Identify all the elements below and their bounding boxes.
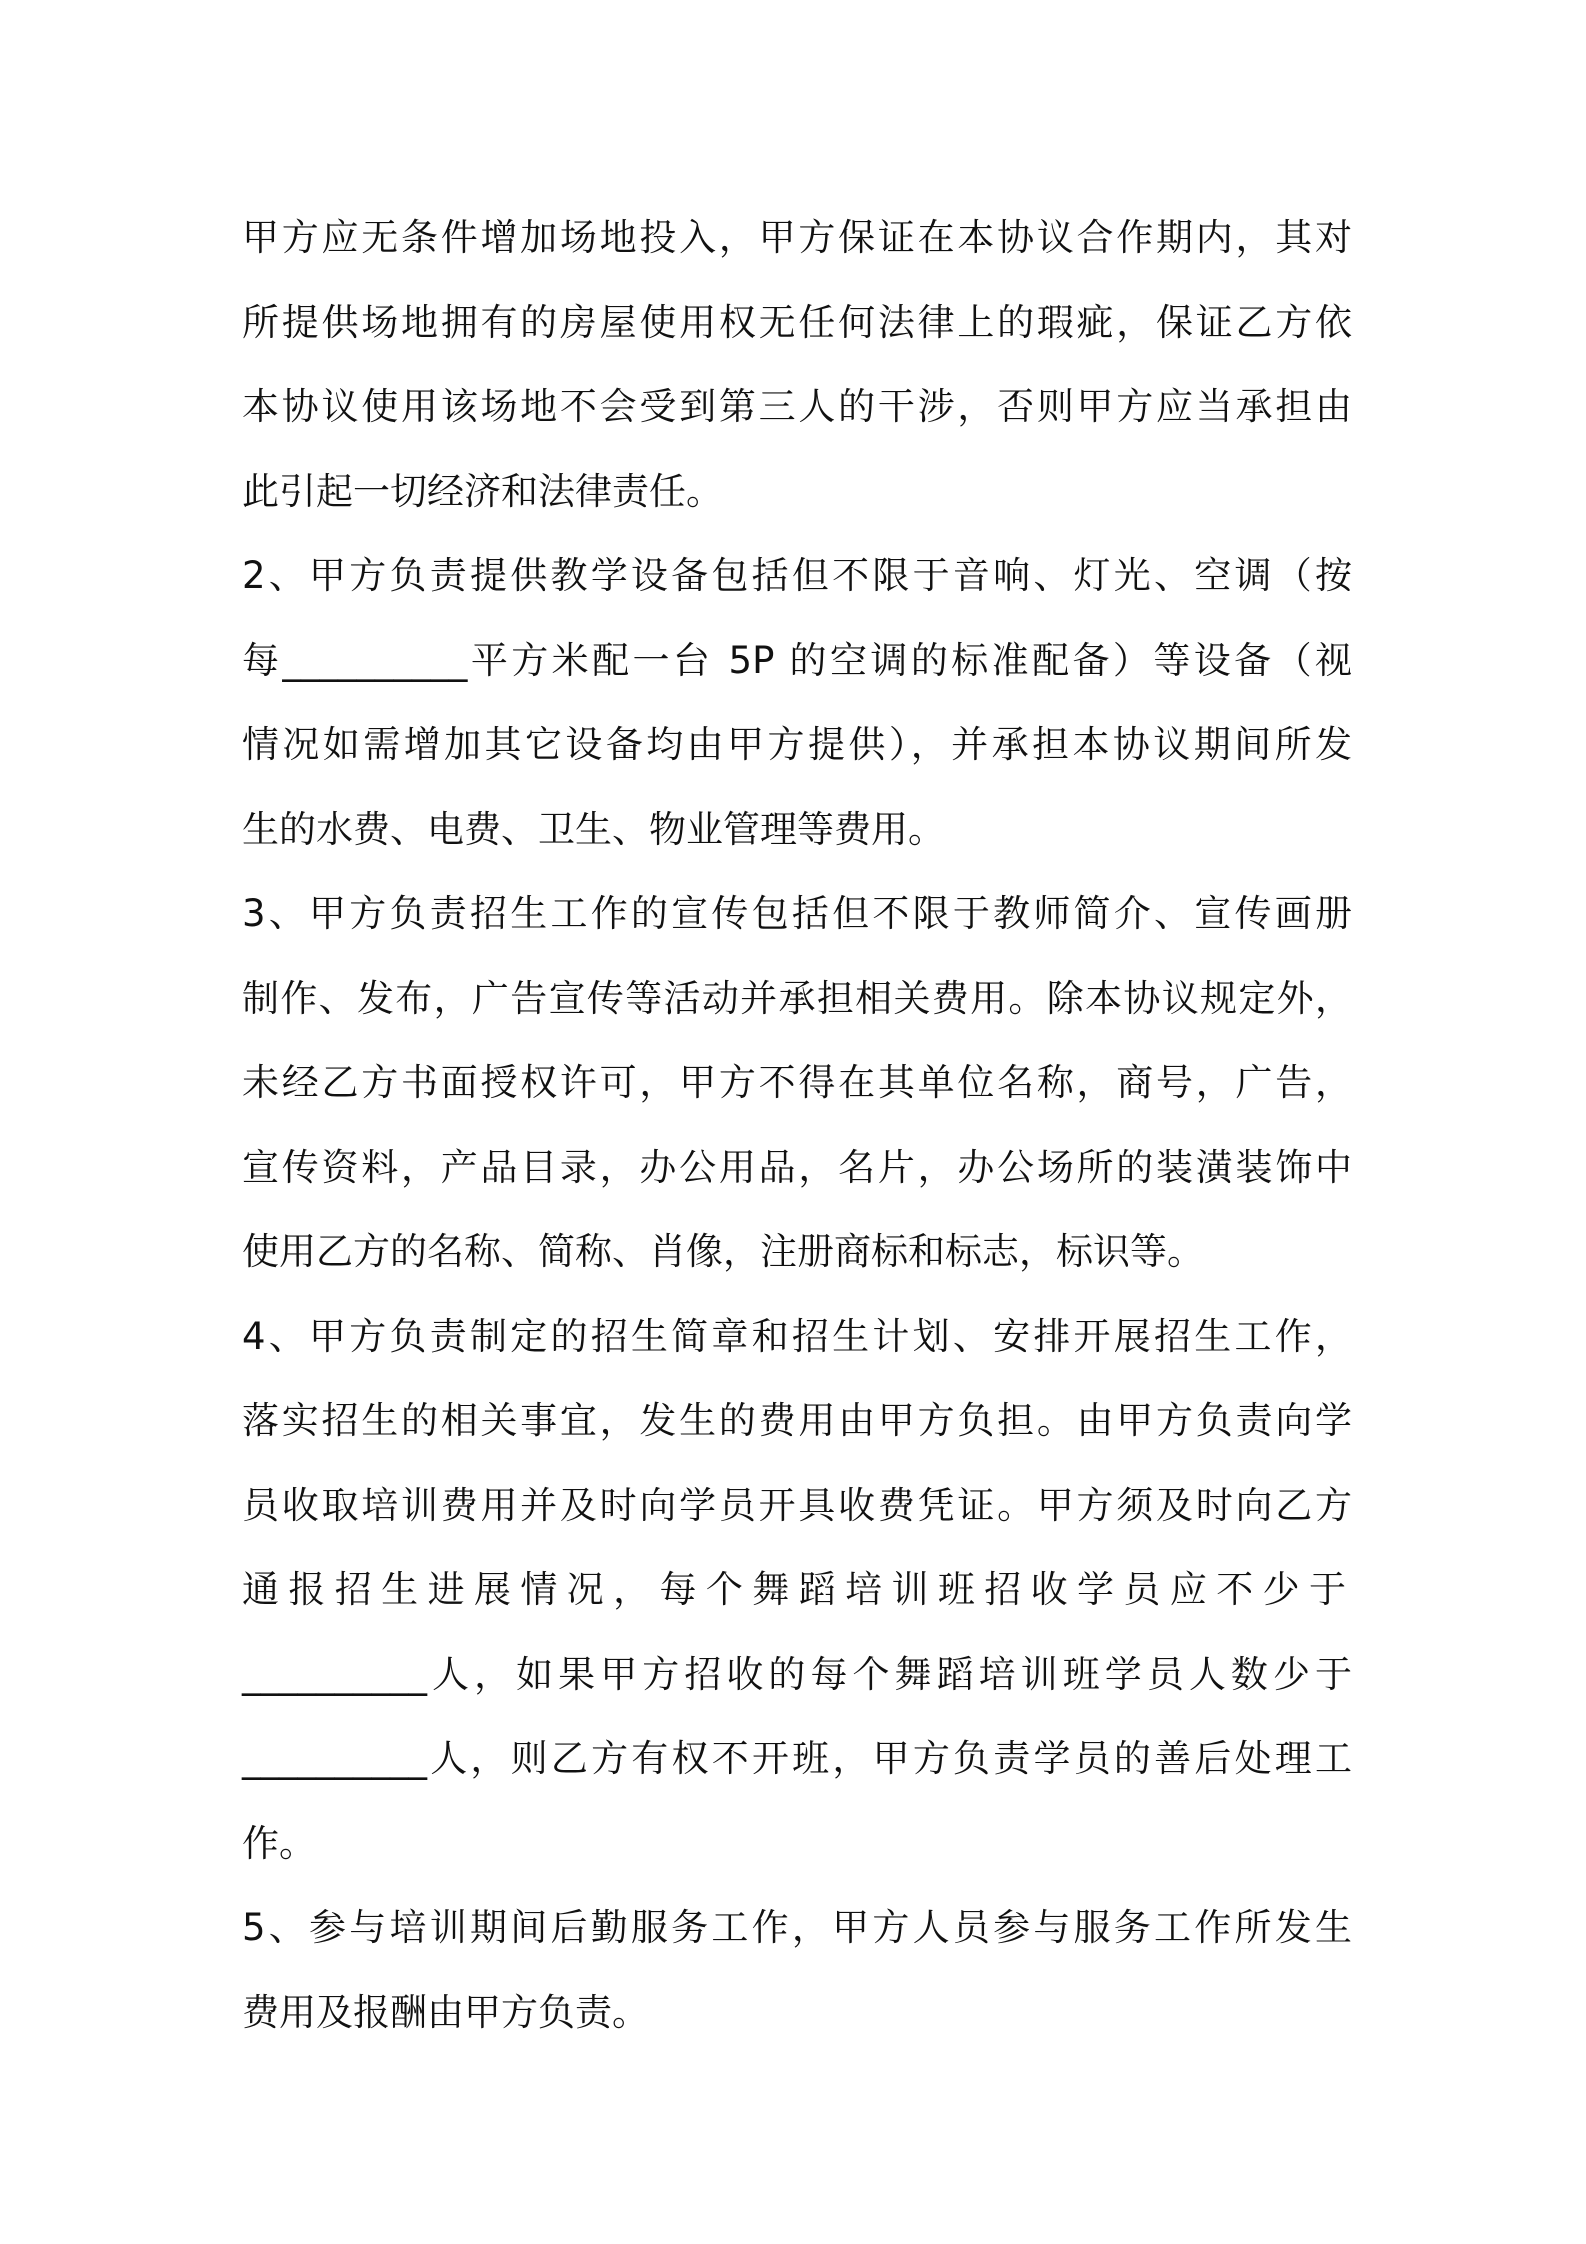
- clause-4-line: __________人，则乙方有权不开班，甲方负责学员的善后处理工: [242, 1737, 1352, 1780]
- text-line: 此引起一切经济和法律责任。: [242, 469, 723, 513]
- clause-4-line: 通报招生进展情况，每个舞蹈培训班招收学员应不少于: [242, 1568, 1352, 1611]
- text-line: 甲方应无条件增加场地投入，甲方保证在本协议合作期内，其对: [242, 216, 1352, 259]
- clause-2-line: 每__________平方米配一台 5P 的空调的标准配备）等设备（视: [242, 638, 1352, 682]
- clause-2-line: 生的水费、电费、卫生、物业管理等费用。: [242, 807, 945, 851]
- clause-3-line: 3、甲方负责招生工作的宣传包括但不限于教师简介、宣传画册: [242, 892, 1352, 935]
- clause-4-line: 4、甲方负责制定的招生简章和招生计划、安排开展招生工作，: [242, 1314, 1352, 1358]
- clause-5-line: 费用及报酬由甲方负责。: [242, 1990, 649, 2034]
- clause-4-line: 落实招生的相关事宜，发生的费用由甲方负担。由甲方负责向学: [242, 1399, 1352, 1442]
- clause-2-line: 2、甲方负责提供教学设备包括但不限于音响、灯光、空调（按: [242, 554, 1352, 597]
- clause-5-line: 5、参与培训期间后勤服务工作，甲方人员参与服务工作所发生: [242, 1906, 1352, 1949]
- clause-4-line: 员收取培训费用并及时向学员开具收费凭证。甲方须及时向乙方: [242, 1483, 1352, 1527]
- clause-4-line: __________人，如果甲方招收的每个舞蹈培训班学员人数少于: [242, 1652, 1352, 1696]
- clause-2-line: 情况如需增加其它设备均由甲方提供），并承担本协议期间所发: [242, 723, 1352, 766]
- clause-3-line: 使用乙方的名称、简称、肖像，注册商标和标志，标识等。: [242, 1230, 1204, 1273]
- clause-3-line: 未经乙方书面授权许可，甲方不得在其单位名称，商号，广告，: [242, 1061, 1352, 1104]
- clause-3-line: 宣传资料，产品目录，办公用品，名片，办公场所的装潢装饰中: [242, 1145, 1352, 1189]
- text-line: 所提供场地拥有的房屋使用权无任何法律上的瑕疵，保证乙方依: [242, 300, 1352, 344]
- text-line: 本协议使用该场地不会受到第三人的干涉，否则甲方应当承担由: [242, 385, 1352, 428]
- clause-4-line: 作。: [242, 1821, 316, 1865]
- clause-3-line: 制作、发布，广告宣传等活动并承担相关费用。除本协议规定外，: [242, 976, 1352, 1020]
- document-body: [242, 196, 1352, 2055]
